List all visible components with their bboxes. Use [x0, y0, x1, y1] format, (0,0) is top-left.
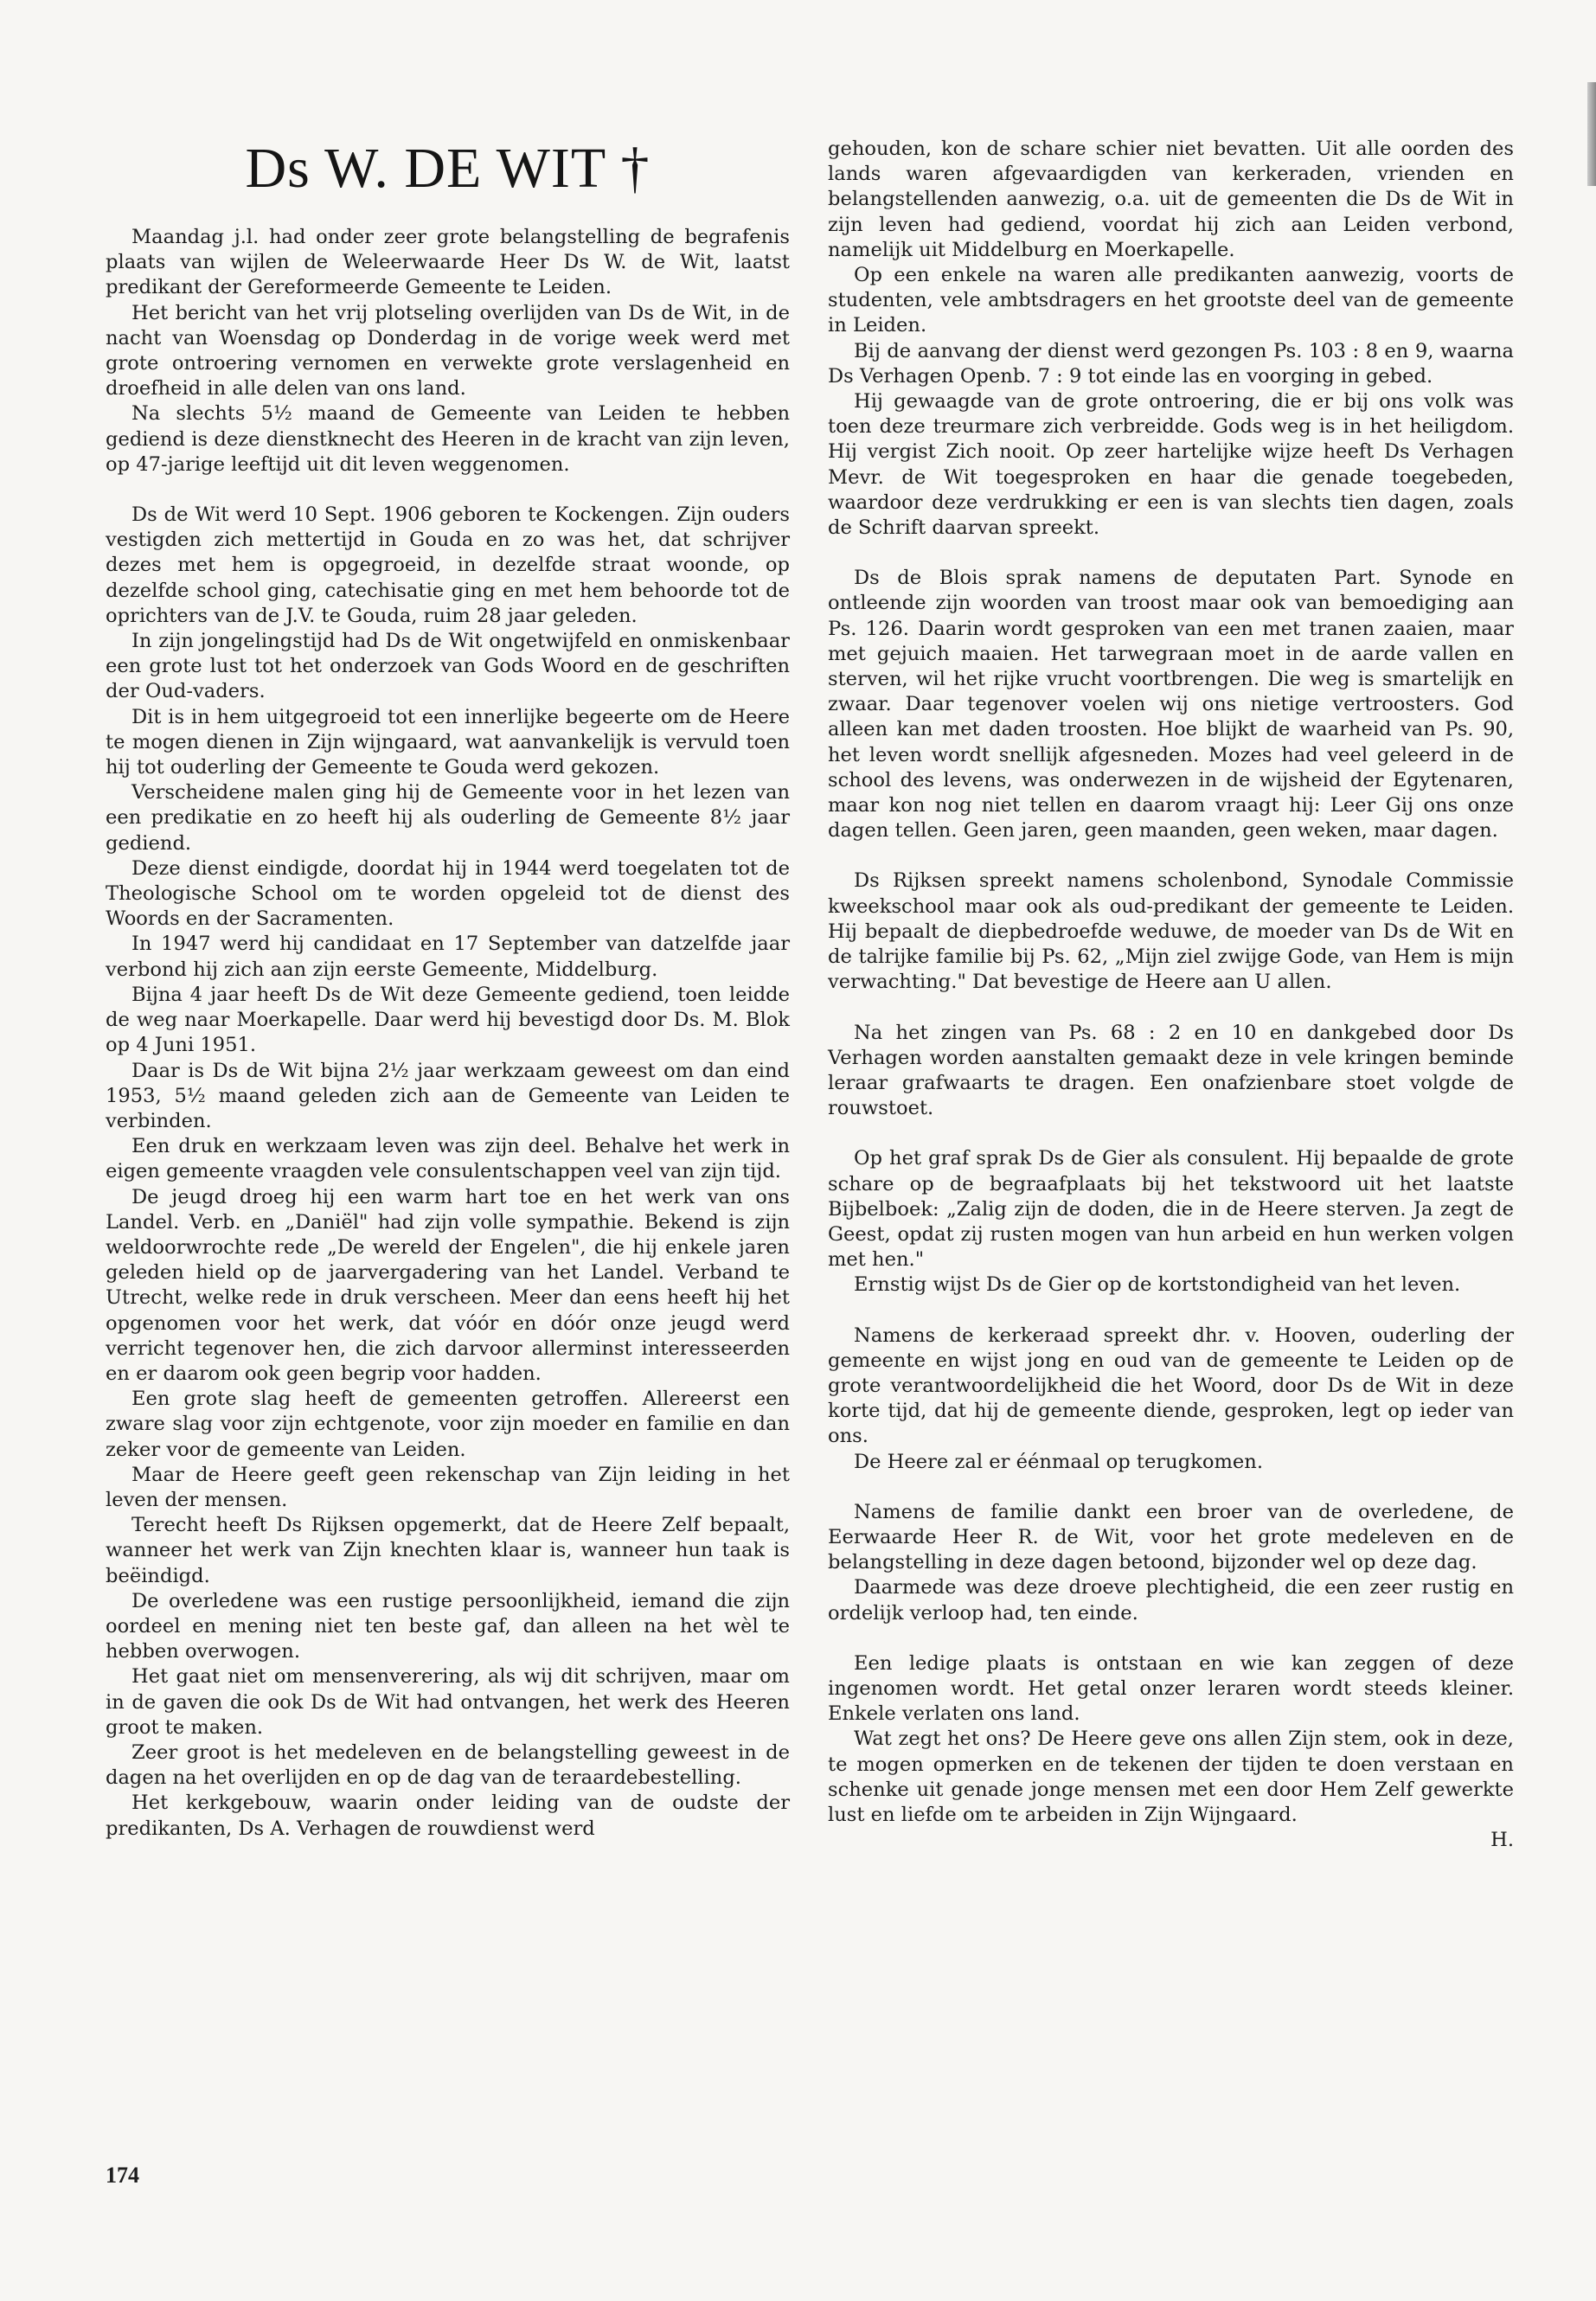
paragraph: Ds de Blois sprak namens de deputaten Part. Synode en ontleende zijn woorden van troost maar ook van bemoediging aan Ps. 126. Daarin wordt gesproken van een met tranen zaaien, maar met gejuich maaien. Het tarwegraan moet in de aarde vallen en sterven, wil het rijke vrucht voortbrengen. Die weg is smartelijk en zwaar. Daar tegenover voelen wij ons nietige vertroosters. God alleen kan met daden troosten. Hoe blijkt de waarheid van Ps. 90, het leven wordt snellijk afgesneden. Mozes had veel geleerd in de school des levens, was onderwezen in de wijsheid der Egytenaren, maar kon nog niet tellen en daarom vraagt hij: Leer Gij ons onze dagen tellen. Geen jaren, geen maanden, geen weken, maar dagen. — [828, 567, 1514, 843]
paragraph: Maandag j.l. had onder zeer grote belangstelling de begrafenis plaats van wijlen de Weleerwaarde Heer Ds W. de Wit, laatst predikant der Gereformeerde Gemeente te Leiden. — [106, 226, 790, 299]
paragraph: Terecht heeft Ds Rijksen opgemerkt, dat de Heere Zelf bepaalt, wanneer het werk van Zijn knechten klaar is, wanneer hun taak is beëindigd. — [106, 1514, 790, 1587]
paragraph: Ds de Wit werd 10 Sept. 1906 geboren te Kockengen. Zijn ouders vestigden zich mettertijd in Gouda en zo was het, dat schrijver dezes met hem is opgegroeid, in dezelfde straat woonde, op dezelfde school ging, catechisatie ging en met hem behoorde tot de oprichters van de J.V. te Gouda, ruim 28 jaar geleden. — [106, 503, 790, 627]
paragraph: Maar de Heere geeft geen rekenschap van Zijn leiding in het leven der mensen. — [106, 1463, 790, 1511]
paragraph: De overledene was een rustige persoonlijkheid, iemand die zijn oordeel en mening niet ten beste gaf, dan alleen na het wèl te hebben overwogen. — [106, 1589, 790, 1663]
article-title: Ds W. DE WIT † — [245, 137, 651, 200]
paragraph: Bijna 4 jaar heeft Ds de Wit deze Gemeente gediend, toen leidde de weg naar Moerkapelle. Daar werd hij bevestigd door Ds. M. Blok op 4 Juni 1951. — [106, 983, 790, 1057]
paragraph: Ernstig wijst Ds de Gier op de kortstondigheid van het leven. — [854, 1273, 1461, 1297]
paragraph: Namens de familie dankt een broer van de overledene, de Eerwaarde Heer R. de Wit, voor het grote medeleven en de belangstelling in deze dagen betoond, bijzonder wel op deze dag. — [828, 1500, 1514, 1574]
paragraph: De Heere zal er éénmaal op terugkomen. — [854, 1450, 1264, 1473]
paragraph: In zijn jongelingstijd had Ds de Wit ongetwijfeld en onmiskenbaar een grote lust tot het onderzoek van Gods Woord en de geschriften der Oud-vaders. — [106, 630, 790, 703]
paragraph: Deze dienst eindigde, doordat hij in 1944 werd toegelaten tot de Theologische School om te worden opgeleid tot de dienst des Woords en der Sacramenten. — [106, 856, 790, 931]
right-column — [828, 137, 1514, 1853]
page-number: 174 — [106, 2163, 139, 2188]
scan-edge-mark — [1587, 82, 1596, 186]
paragraph: Zeer groot is het medeleven en de belangstelling geweest in de dagen na het overlijden en op de dag van de teraardebestelling. — [106, 1740, 790, 1790]
paragraph: Het kerkgebouw, waarin onder leiding van de oudste der predikanten, Ds A. Verhagen de rouwdienst werd — [106, 1791, 790, 1840]
paragraph: Na slechts 5½ maand de Gemeente van Leiden te hebben gediend is deze dienstknecht des Heeren in de kracht van zijn leven, op 47-jarige leeftijd uit dit leven weggenomen. — [106, 402, 790, 476]
paragraph: Bij de aanvang der dienst werd gezongen Ps. 103 : 8 en 9, waarna Ds Verhagen Openb. 7 : 9 tot einde las en voorging in gebed. — [828, 339, 1514, 388]
paragraph: Na het zingen van Ps. 68 : 2 en 10 en dankgebed door Ds Verhagen worden aanstalten gemaakt deze in vele kringen beminde leraar grafwaarts te dragen. Een onafzienbare stoet volgde de rouwstoet. — [828, 1021, 1514, 1120]
paragraph: Een druk en werkzaam leven was zijn deel. Behalve het werk in eigen gemeente vraagden vele consulentschappen veel van zijn tijd. — [106, 1135, 790, 1183]
left-column — [106, 138, 790, 1842]
paragraph: Het bericht van het vrij plotseling overlijden van Ds de Wit, in de nacht van Woensdag op Donderdag in de vorige week werd met grote ontroering vernomen en verwekte grote verslagenheid en droefheid in alle delen van ons land. — [106, 301, 790, 401]
paragraph: Op een enkele na waren alle predikanten aanwezig, voorts de studenten, vele ambtsdragers en het grootste deel van de gemeente in Leiden. — [828, 264, 1514, 337]
paragraph: Namens de kerkeraad spreekt dhr. v. Hooven, ouderling der gemeente en wijst jong en oud van de gemeente te Leiden op de grote verantwoordelijkheid die het Woord, door Ds de Wit in deze korte tijd, dat hij de gemeente diende, gesproken, legt op ieder van ons. — [828, 1324, 1514, 1448]
paragraph: In 1947 werd hij candidaat en 17 September van datzelfde jaar verbond hij zich aan zijn eerste Gemeente, Middelburg. — [106, 933, 790, 981]
paragraph: Wat zegt het ons? De Heere geve ons allen Zijn stem, ook in deze, te mogen opmerken en de tekenen der tijden te doen verstaan en schenke uit genade jonge mensen met een door Hem Zelf gewerkte lust en liefde om te arbeiden in Zijn Wijngaard. — [828, 1727, 1514, 1826]
paragraph: Een ledige plaats is ontstaan en wie kan zeggen of deze ingenomen wordt. Het getal onzer leraren wordt steeds kleiner. Enkele verlaten ons land. — [828, 1651, 1514, 1726]
paragraph: Een grote slag heeft de gemeenten getroffen. Allereerst een zware slag voor zijn echtgenote, voor zijn moeder en familie en dan zeker voor de gemeente van Leiden. — [106, 1388, 790, 1461]
paragraph: Daar is Ds de Wit bijna 2½ jaar werkzaam geweest om dan eind 1953, 5½ maand geleden zich aan de Gemeente van Leiden te verbinden. — [106, 1059, 790, 1132]
paragraph: Hij gewaagde van de grote ontroering, die er bij ons volk was toen deze treurmare zich verbreidde. Gods weg is in het heiligdom. Hij vergist Zich nooit. Op zeer hartelijke wijze heeft Ds Verhagen Mevr. de Wit toegesproken en haar die genade toegebeden, waardoor deze verdrukking er een is van slechts tien dagen, zoals de Schrift daarvan spreekt. — [828, 390, 1514, 540]
paragraph: Dit is in hem uitgegroeid tot een innerlijke begeerte om de Heere te mogen dienen in Zijn wijngaard, wat aanvankelijk is vervuld toen hij tot ouderling der Gemeente te Gouda werd gekozen. — [106, 705, 790, 779]
signature: H. — [1490, 1829, 1514, 1852]
paragraph: Verscheidene malen ging hij de Gemeente voor in het lezen van een predikatie en zo heeft hij als ouderling de Gemeente 8½ jaar gediend. — [106, 781, 790, 855]
paragraph: Ds Rijksen spreekt namens scholenbond, Synodale Commissie kweekschool maar ook als oud-predikant der gemeente te Leiden. Hij bepaalt de diepbedroefde weduwe, de moeder van Ds de Wit en de talrijke familie bij Ps. 62, „Mijn ziel zwijge Gode, van Hem is mijn verwachting." Dat bevestige de Heere aan U allen. — [828, 869, 1514, 994]
paragraph: Het gaat niet om mensenverering, als wij dit schrijven, maar om in de gaven die ook Ds de Wit had ontvangen, het werk des Heeren groot te maken. — [106, 1665, 790, 1739]
paragraph: Daarmede was deze droeve plechtigheid, die een zeer rustig en ordelijk verloop had, ten einde. — [828, 1576, 1514, 1625]
paragraph: gehouden, kon de schare schier niet bevatten. Uit alle oorden des lands waren afgevaardigden van kerkeraden, vrienden en belangstellenden aanwezig, o.a. uit de gemeenten die Ds de Wit in zijn leven had gediend, voordat hij zich aan Leiden verbond, namelijk uit Middelburg en Moerkapelle. — [828, 138, 1514, 261]
paragraph: Op het graf sprak Ds de Gier als consulent. Hij bepaalde de grote schare op de begraafplaats bij het tekstwoord uit het laatste Bijbelboek: „Zalig zijn de doden, die in de Heere sterven. Ja zegt de Geest, opdat zij rusten mogen van hun arbeid en hun werken volgen met hen." — [828, 1147, 1514, 1272]
paragraph: De jeugd droeg hij een warm hart toe en het werk van ons Landel. Verb. en „Daniël" had zijn volle sympathie. Bekend is zijn weldoorwrochte rede „De wereld der Engelen", die hij enkele jaren geleden hield op de jaarvergadering van het Landel. Verband te Utrecht, welke rede in druk verscheen. Meer dan eens heeft hij het opgenomen voor het werk, dat vóór en dóór onze jeugd werd verricht tegenover hen, die zich darvoor allerminst interesseerden en er daarom ook geen begrip voor hadden. — [106, 1185, 790, 1385]
